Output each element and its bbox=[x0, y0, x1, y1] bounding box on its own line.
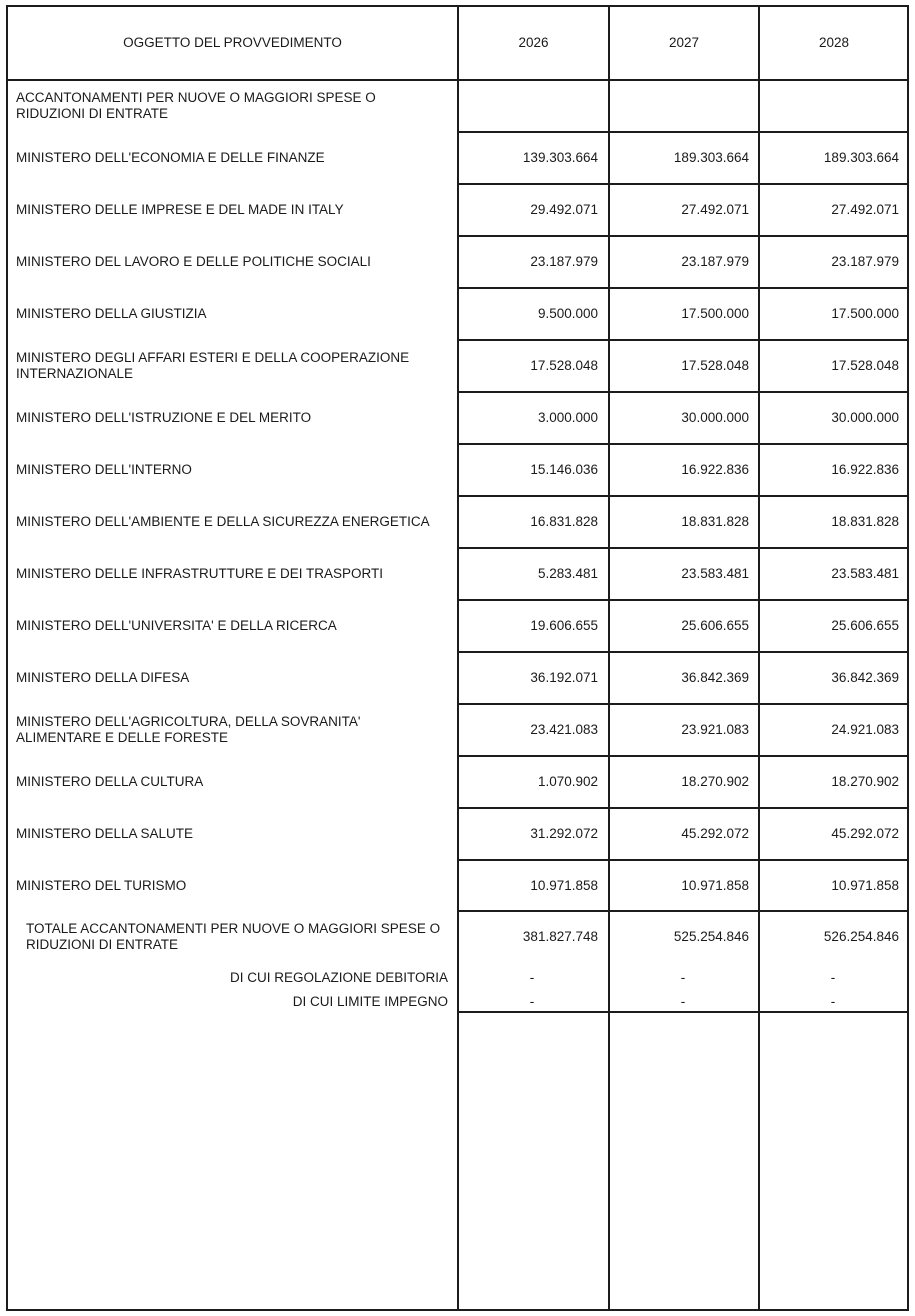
row-value-2028: 23.187.979 bbox=[831, 254, 899, 269]
row-value-2026: 1.070.902 bbox=[537, 774, 598, 789]
row-value-2028: 16.922.836 bbox=[831, 462, 899, 477]
row-value-2028: 189.303.664 bbox=[823, 150, 899, 165]
row-label: MINISTERO DEL LAVORO E DELLE POLITICHE SOCIALI bbox=[16, 254, 371, 269]
row-label: MINISTERO DELL'ECONOMIA E DELLE FINANZE bbox=[16, 150, 325, 165]
row-value-2027: 16.922.836 bbox=[681, 462, 749, 477]
sub-row-value-2026: - bbox=[529, 994, 535, 1009]
row-value-2026: 15.146.036 bbox=[530, 462, 598, 477]
row-value-2026: 5.283.481 bbox=[537, 566, 598, 581]
row-value-2027: 23.187.979 bbox=[681, 254, 749, 269]
sub-row-value-2027: - bbox=[680, 994, 686, 1009]
row-value-2028: 27.492.071 bbox=[831, 202, 899, 217]
total-value-2026: 381.827.748 bbox=[522, 929, 598, 944]
row-label: MINISTERO DELL'AMBIENTE E DELLA SICUREZZA ENERGETICA bbox=[16, 514, 430, 529]
row-label: MINISTERO DELLA DIFESA bbox=[16, 670, 190, 685]
row-value-2028: 24.921.083 bbox=[831, 722, 899, 737]
row-value-2027: 30.000.000 bbox=[681, 410, 749, 425]
header-year-2027: 2027 bbox=[668, 35, 700, 50]
row-value-2028: 10.971.858 bbox=[831, 877, 899, 893]
sub-row-value-2028: - bbox=[830, 970, 836, 985]
row-value-2028: 18.831.828 bbox=[831, 514, 899, 529]
row-label: MINISTERO DEGLI AFFARI ESTERI E DELLA COOPERAZIONE INTERNAZIONALE bbox=[16, 350, 410, 381]
sub-row-value-2028: - bbox=[830, 994, 836, 1009]
row-value-2028: 36.842.369 bbox=[831, 670, 899, 685]
row-divider bbox=[457, 1011, 909, 1013]
row-label: MINISTERO DEL TURISMO bbox=[16, 877, 187, 893]
row-value-2027: 17.528.048 bbox=[681, 358, 749, 373]
row-value-2026: 10.971.858 bbox=[530, 877, 598, 893]
row-value-2027: 189.303.664 bbox=[673, 150, 749, 165]
row-value-2028: 18.270.902 bbox=[831, 774, 899, 789]
row-value-2027: 17.500.000 bbox=[681, 306, 749, 321]
row-label: MINISTERO DELL'UNIVERSITA' E DELLA RICERCA bbox=[16, 618, 337, 633]
row-label: MINISTERO DELL'INTERNO bbox=[16, 462, 192, 477]
row-value-2026: 139.303.664 bbox=[522, 150, 598, 165]
header-subject: OGGETTO DEL PROVVEDIMENTO bbox=[123, 35, 342, 50]
row-value-2028: 45.292.072 bbox=[831, 826, 899, 841]
row-value-2028: 17.500.000 bbox=[831, 306, 899, 321]
row-value-2027: 10.971.858 bbox=[681, 877, 749, 893]
total-value-2027: 525.254.846 bbox=[673, 929, 749, 944]
row-value-2026: 36.192.071 bbox=[530, 670, 598, 685]
header-year-2026: 2026 bbox=[518, 35, 549, 50]
total-value-2028: 526.254.846 bbox=[823, 929, 899, 944]
row-value-2027: 45.292.072 bbox=[681, 826, 749, 841]
sub-row-value-2027: - bbox=[680, 970, 686, 985]
row-value-2026: 19.606.655 bbox=[530, 618, 598, 633]
row-value-2027: 23.921.083 bbox=[681, 722, 749, 737]
row-label: MINISTERO DELLA CULTURA bbox=[16, 774, 204, 789]
row-label: MINISTERO DELLA SALUTE bbox=[16, 826, 194, 841]
row-value-2026: 23.421.083 bbox=[530, 722, 598, 737]
row-value-2027: 25.606.655 bbox=[681, 618, 749, 633]
row-value-2028: 30.000.000 bbox=[831, 410, 899, 425]
row-label: MINISTERO DELLE INFRASTRUTTURE E DEI TRASPORTI bbox=[16, 566, 384, 581]
row-value-2027: 23.583.481 bbox=[681, 566, 749, 581]
row-value-2026: 17.528.048 bbox=[530, 358, 598, 373]
row-value-2026: 31.292.072 bbox=[530, 826, 598, 841]
row-value-2028: 23.583.481 bbox=[831, 566, 899, 581]
row-value-2027: 36.842.369 bbox=[681, 670, 749, 685]
sub-row-label: DI CUI LIMITE IMPEGNO bbox=[292, 994, 448, 1009]
row-value-2026: 16.831.828 bbox=[530, 514, 598, 529]
row-value-2028: 17.528.048 bbox=[831, 358, 899, 373]
row-label: MINISTERO DELLE IMPRESE E DEL MADE IN ITALY bbox=[16, 202, 344, 217]
row-label: MINISTERO DELL'AGRICOLTURA, DELLA SOVRANITA' ALIMENTARE E DELLE FORESTE bbox=[16, 714, 361, 745]
row-value-2026: 23.187.979 bbox=[530, 254, 598, 269]
row-value-2026: 3.000.000 bbox=[537, 410, 598, 425]
row-value-2026: 9.500.000 bbox=[537, 306, 598, 321]
row-value-2027: 27.492.071 bbox=[681, 202, 749, 217]
header-year-2028: 2028 bbox=[818, 35, 850, 50]
row-label: MINISTERO DELL'ISTRUZIONE E DEL MERITO bbox=[16, 410, 312, 425]
row-value-2026: 29.492.071 bbox=[530, 202, 598, 217]
row-value-2027: 18.270.902 bbox=[681, 774, 749, 789]
section-title: ACCANTONAMENTI PER NUOVE O MAGGIORI SPESE O RIDUZIONI DI ENTRATE bbox=[16, 90, 376, 121]
row-label: MINISTERO DELLA GIUSTIZIA bbox=[16, 306, 207, 321]
sub-row-label: DI CUI REGOLAZIONE DEBITORIA bbox=[229, 970, 448, 985]
row-value-2028: 25.606.655 bbox=[831, 618, 899, 633]
row-value-2027: 18.831.828 bbox=[681, 514, 749, 529]
total-label: TOTALE ACCANTONAMENTI PER NUOVE O MAGGIORI SPESE O RIDUZIONI DI ENTRATE bbox=[26, 921, 441, 952]
sub-row-value-2026: - bbox=[529, 970, 535, 985]
